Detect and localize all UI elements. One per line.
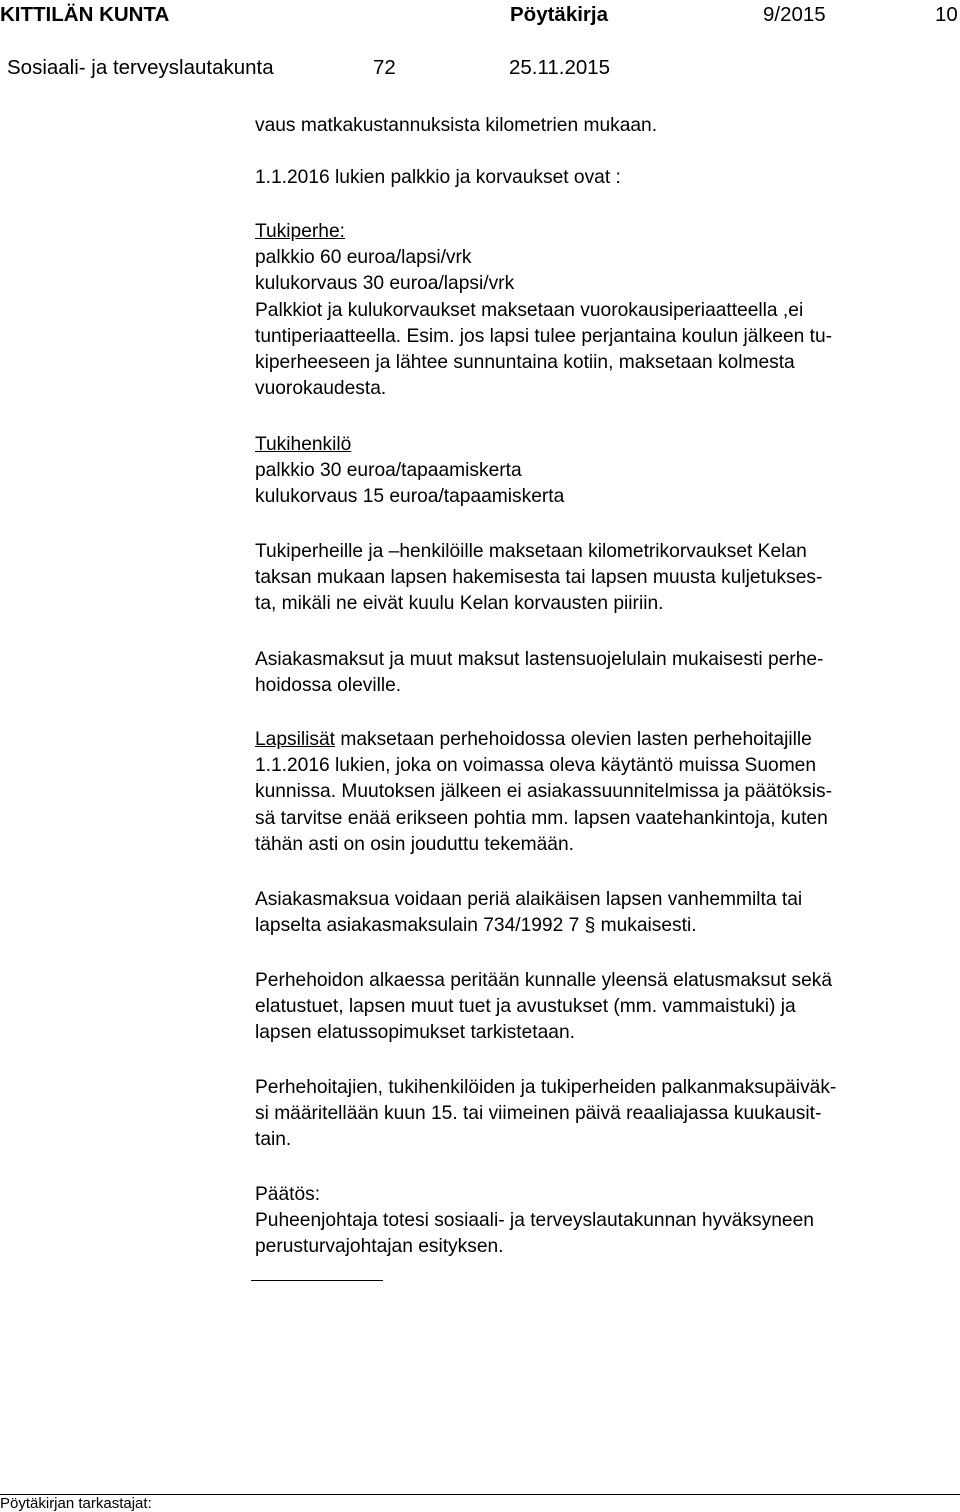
intro-line: vaus matkakustannuksista kilometrien mukaan. <box>255 115 658 136</box>
tukihenkilo-line: palkkio 30 euroa/tapaamiskerta <box>255 460 522 482</box>
paragraph-line: lapsen elatussopimukset tarkistetaan. <box>255 1022 575 1044</box>
km-compensation-paragraph <box>255 539 822 618</box>
paragraph-line <box>255 727 832 753</box>
tukiperhe-line: vuorokaudesta. <box>255 378 387 400</box>
decision-section <box>255 1182 814 1261</box>
document-type: Pöytäkirja <box>510 3 608 26</box>
paragraph-line: Perhehoitajien, tukihenkilöiden ja tukiperheiden palkanmaksupäiväk- <box>255 1077 837 1098</box>
tukihenkilo-section <box>255 432 564 511</box>
end-divider-line <box>251 1280 383 1281</box>
paragraph-line: 1.1.2016 lukien, joka on voimassa oleva käytäntö muissa Suomen <box>255 755 817 777</box>
customer-fee-collection-paragraph <box>255 887 802 939</box>
tukiperhe-line: kiperheeseen ja lähtee sunnuntaina kotiin, maksetaan kolmesta <box>255 351 795 373</box>
paragraph-line: ta, mikäli ne eivät kuulu Kelan korvausten piiriin. <box>255 593 664 615</box>
maintenance-fees-paragraph <box>255 968 832 1047</box>
child-benefit-paragraph <box>255 727 832 858</box>
section-number: 72 <box>373 56 396 79</box>
paragraph-line <box>255 913 802 939</box>
payday-paragraph <box>255 1075 836 1154</box>
page-number: 10 <box>935 3 958 26</box>
paragraph-line: Tukiperheille ja –henkilöille maksetaan kilometrikorvaukset Kelan <box>255 541 807 562</box>
customer-fees-paragraph <box>255 647 823 699</box>
intro-line-block <box>255 113 657 139</box>
paragraph-line: Asiakasmaksua voidaan periä alaikäisen lapsen vanhemmilta tai <box>255 889 803 910</box>
paragraph-line: tähän asti on osin jouduttu tekemään. <box>255 833 574 855</box>
law-reference-suffix: mukaisesti. <box>595 915 697 937</box>
tukiperhe-line: Palkkiot ja kulukorvaukset maksetaan vuorokausiperiaatteella ,ei <box>255 299 804 321</box>
child-benefit-term: Lapsilisät <box>255 729 335 750</box>
fees-from-2016-line: 1.1.2016 lukien palkkio ja korvaukset ovat : <box>255 167 621 188</box>
tukiperhe-line: tuntiperiaatteella. Esim. jos lapsi tulee perjantaina koulun jälkeen tu- <box>255 325 833 347</box>
decision-line: Puheenjohtaja totesi sosiaali- ja terveyslautakunnan hyväksyneen <box>255 1210 814 1232</box>
document-number: 9/2015 <box>763 3 826 26</box>
fees-from-2016-block <box>255 165 621 191</box>
paragraph-line: kunnissa. Muutoksen jälkeen ei asiakassuunnitelmissa ja päätöksis- <box>255 781 832 803</box>
paragraph-line: elatustuet, lapsen muut tuet ja avustukset (mm. vammaistuki) ja <box>255 996 796 1018</box>
tukiperhe-line: palkkio 60 euroa/lapsi/vrk <box>255 247 472 269</box>
tukihenkilo-line: kulukorvaus 15 euroa/tapaamiskerta <box>255 486 565 508</box>
section-sign: § <box>584 915 596 937</box>
footer-inspectors-label: Pöytäkirjan tarkastajat: <box>0 1495 152 1512</box>
tukiperhe-heading: Tukiperhe: <box>255 221 345 242</box>
tukiperhe-line: kulukorvaus 30 euroa/lapsi/vrk <box>255 273 515 295</box>
paragraph-line: sä tarvitse enää erikseen pohtia mm. lapsen vaatehankintoja, kuten <box>255 807 828 829</box>
municipality-name: KITTILÄN KUNTA <box>0 3 170 26</box>
paragraph-line: tain. <box>255 1129 292 1151</box>
child-benefit-line-rest: maksetaan perhehoidossa olevien lasten perhehoitajille <box>335 729 812 750</box>
tukiperhe-section <box>255 219 832 402</box>
paragraph-line: si määritellään kuun 15. tai viimeinen päivä reaaliajassa kuukausit- <box>255 1103 822 1125</box>
tukihenkilo-heading: Tukihenkilö <box>255 434 352 455</box>
meeting-date: 25.11.2015 <box>509 56 611 79</box>
paragraph-line: Perhehoidon alkaessa peritään kunnalle yleensä elatusmaksut sekä <box>255 970 833 991</box>
decision-heading: Päätös: <box>255 1184 321 1205</box>
paragraph-line: Asiakasmaksut ja muut maksut lastensuojelulain mukaisesti perhe- <box>255 649 824 670</box>
law-reference-text: lapselta asiakasmaksulain 734/1992 7 <box>255 915 585 937</box>
paragraph-line: hoidossa oleville. <box>255 675 402 697</box>
decision-line: perusturvajohtajan esityksen. <box>255 1236 504 1258</box>
paragraph-line: taksan mukaan lapsen hakemisesta tai lapsen muusta kuljetukses- <box>255 567 823 589</box>
committee-name: Sosiaali- ja terveyslautakunta <box>7 56 274 79</box>
